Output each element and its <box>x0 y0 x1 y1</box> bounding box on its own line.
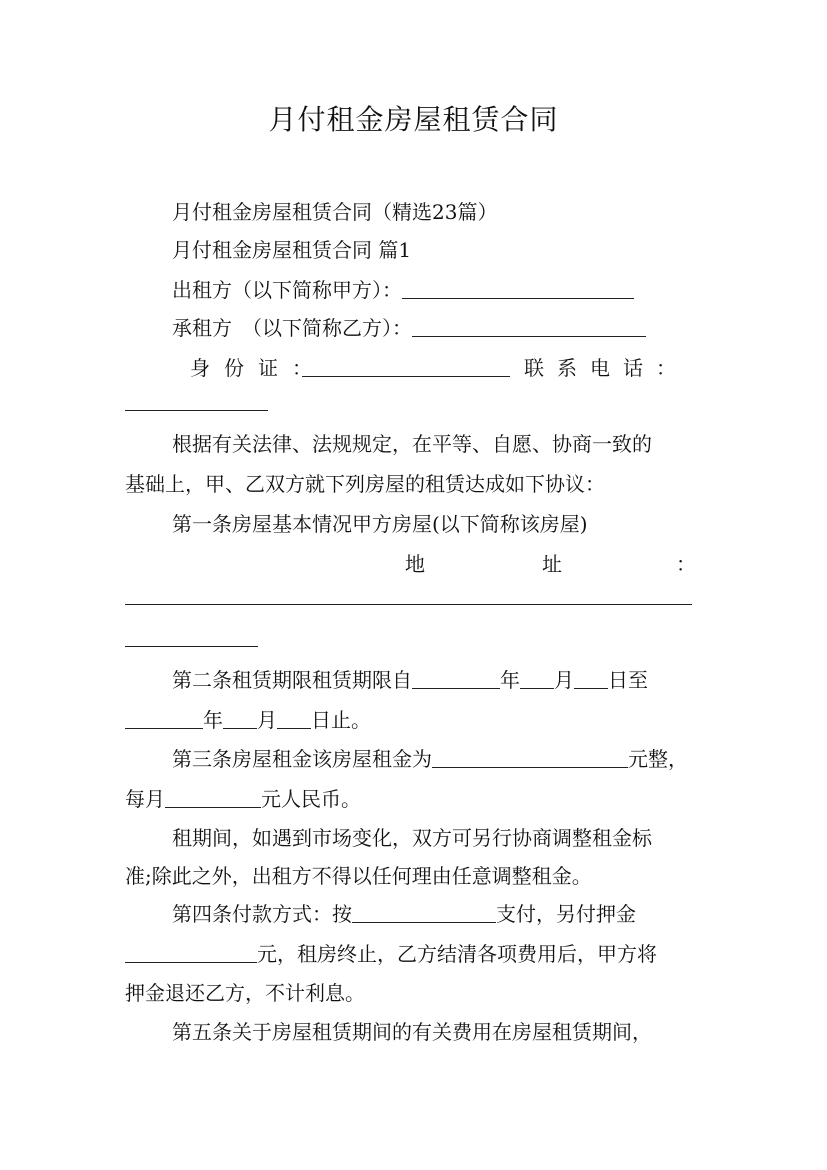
subtitle: 月付租金房屋租赁合同（精选23篇） <box>172 200 498 224</box>
deposit-text: 元，租房终止，乙方结清各项费用后，甲方将 <box>257 942 657 966</box>
lessor-blank <box>402 278 634 299</box>
lessor-line <box>172 276 634 304</box>
lessor-label: 出租方（以下简称甲方）： <box>172 278 402 302</box>
art4-label: 第四条付款方式：按 <box>172 902 352 926</box>
id-phone-line <box>190 354 692 382</box>
article-3-line-2 <box>125 785 361 813</box>
article-5: 第五条关于房屋租赁期间的有关费用在房屋租赁期间， <box>172 1020 652 1044</box>
art3-label: 第三条房屋租金该房屋租金为 <box>172 747 432 771</box>
address-char-2: 址 <box>542 552 562 576</box>
start-month-blank <box>520 668 554 689</box>
rent-blank <box>432 747 628 768</box>
article-4-line-3: 押金退还乙方，不计利息。 <box>125 981 365 1005</box>
lessee-blank <box>412 316 646 337</box>
adjust-line-2: 准;除此之外，出租方不得以任何理由任意调整租金。 <box>125 864 592 888</box>
end-day-blank <box>277 708 311 729</box>
monthly-blank <box>165 787 261 808</box>
day-end-label: 日止。 <box>311 708 371 732</box>
month-label: 月 <box>554 668 574 692</box>
basis-line-2: 基础上，甲、乙双方就下列房屋的租赁达成如下协议： <box>125 472 605 496</box>
month-label-2: 月 <box>257 708 277 732</box>
address-blank-1 <box>125 604 692 605</box>
monthly-suffix: 元人民币。 <box>261 787 361 811</box>
lessee-line <box>172 314 646 342</box>
article-1: 第一条房屋基本情况甲方房屋(以下简称该房屋) <box>172 512 588 536</box>
art3-suffix: 元整， <box>628 747 688 771</box>
payment-blank <box>352 902 496 923</box>
piece-heading: 月付租金房屋租赁合同 篇1 <box>172 238 412 262</box>
id-label: 身份证： <box>190 356 326 380</box>
address-blank-2 <box>125 646 258 647</box>
start-day-blank <box>574 668 608 689</box>
adjust-line-1: 租期间，如遇到市场变化，双方可另行协商调整租金标 <box>172 826 652 850</box>
phone-label: 联系电话： <box>524 356 689 380</box>
article-3-line-1 <box>172 745 688 773</box>
year-label-2: 年 <box>203 708 223 732</box>
end-year-blank <box>125 708 203 729</box>
art2-label: 第二条租赁期限租赁期限自 <box>172 668 412 692</box>
phone-blank <box>125 410 268 411</box>
year-label: 年 <box>500 668 520 692</box>
address-char-1: 地 <box>405 552 425 576</box>
lessee-label: 承租方 （以下简称乙方）： <box>172 316 412 340</box>
id-blank <box>302 356 510 377</box>
article-4-line-1 <box>172 900 636 928</box>
day-to-label: 日至 <box>608 668 648 692</box>
basis-line-1: 根据有关法律、法规规定，在平等、自愿、协商一致的 <box>172 432 652 456</box>
article-2-line-2 <box>125 706 371 734</box>
article-2-line-1 <box>172 666 648 694</box>
end-month-blank <box>223 708 257 729</box>
deposit-blank <box>125 942 257 963</box>
start-year-blank <box>412 668 500 689</box>
document-title: 月付租金房屋租赁合同 <box>268 103 559 136</box>
address-colon: ： <box>676 552 696 576</box>
monthly-label: 每月 <box>125 787 165 811</box>
article-4-line-2 <box>125 940 657 968</box>
art4-suffix: 支付，另付押金 <box>496 902 636 926</box>
